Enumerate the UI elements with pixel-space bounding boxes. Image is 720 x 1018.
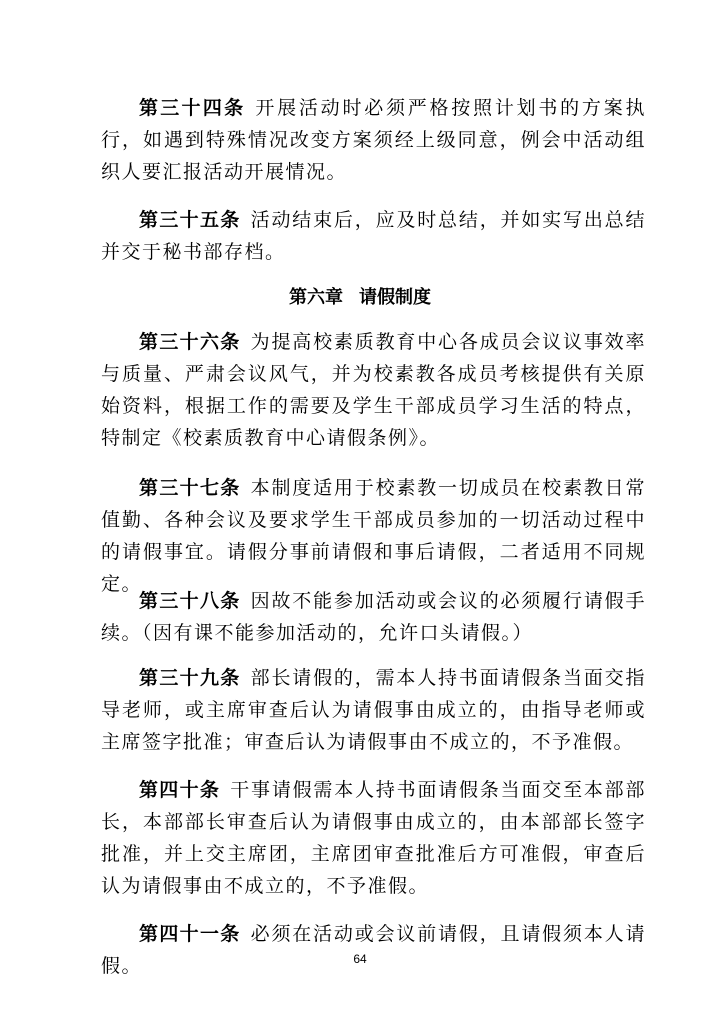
- page-number: 64: [353, 952, 367, 966]
- article-40: [101, 774, 646, 902]
- article-34: [101, 92, 646, 188]
- chapter-heading: [0, 284, 720, 312]
- article-number: 第四十条: [139, 779, 221, 801]
- article-text: 开展活动时必须严格按照计划书的方案执行，如遇到特殊情况改变方案须经上级同意，例会中活动组织人要汇报活动开展情况。: [101, 97, 646, 183]
- article-number: 第四十一条: [139, 923, 241, 945]
- article-number: 第三十四条: [139, 97, 246, 119]
- article-text: 活动结束后，应及时总结，并如实写出总结并交于秘书部存档。: [101, 209, 646, 263]
- article-38: [101, 585, 646, 649]
- article-text: 本制度适用于校素教一切成员在校素教日常值勤、各种会议及要求学生干部成员参加的一切活动过程中的请假事宜。请假分事前请假和事后请假，二者适用不同规定。: [101, 477, 646, 595]
- article-36: [101, 326, 646, 454]
- article-text: 因故不能参加活动或会议的必须履行请假手续。（因有课不能参加活动的，允许口头请假。）: [101, 590, 646, 644]
- article-number: 第三十九条: [139, 667, 241, 689]
- article-number: 第三十八条: [139, 590, 241, 612]
- article-text: 为提高校素质教育中心各成员会议议事效率与质量、严肃会议风气，并为校素教各成员考核提供有关原始资料，根据工作的需要及学生干部成员学习生活的特点，特制定《校素质教育中心请假条例》。: [101, 331, 646, 449]
- article-39: [101, 662, 646, 758]
- chapter-title: 请假制度: [359, 287, 431, 308]
- article-number: 第三十七条: [139, 477, 241, 499]
- chapter-number: 第六章: [289, 287, 343, 308]
- article-37: [101, 472, 646, 600]
- article-text: 必须在活动或会议前请假，且请假须本人请假。: [101, 923, 646, 977]
- article-35: [101, 204, 646, 268]
- article-41: [101, 918, 646, 982]
- article-text: 部长请假的，需本人持书面请假条当面交指导老师，或主席审查后认为请假事由成立的，由指导老师或主席签字批准；审查后认为请假事由不成立的，不予准假。: [101, 667, 646, 753]
- article-number: 第三十六条: [139, 331, 241, 353]
- article-number: 第三十五条: [139, 209, 241, 231]
- article-text: 干事请假需本人持书面请假条当面交至本部部长，本部部长审查后认为请假事由成立的，由本部部长签字批准，并上交主席团，主席团审查批准后方可准假，审查后认为请假事由不成立的，不予准假。: [101, 779, 646, 897]
